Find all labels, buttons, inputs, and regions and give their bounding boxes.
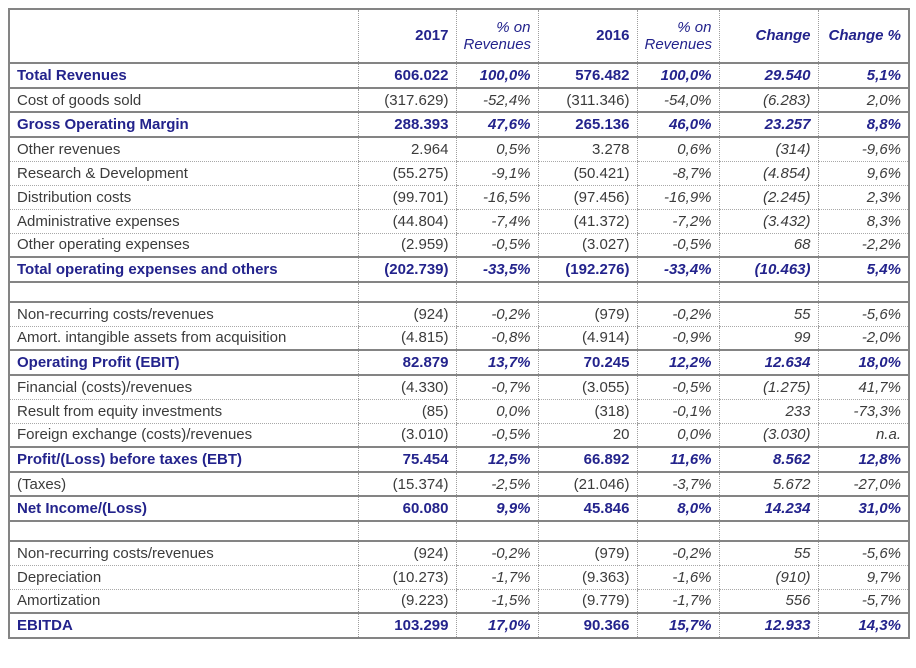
row-label: Distribution costs bbox=[9, 185, 358, 209]
change-pct-value: 2,0% bbox=[818, 88, 909, 112]
row-label: Net Income/(Loss) bbox=[9, 496, 358, 521]
row-label bbox=[9, 521, 358, 541]
table-row bbox=[9, 589, 909, 613]
value-2016: (21.046) bbox=[538, 472, 637, 496]
pct-on-revenues-2017: 12,5% bbox=[456, 447, 538, 472]
pct-on-revenues-2017: -2,5% bbox=[456, 472, 538, 496]
value-2016: (97.456) bbox=[538, 185, 637, 209]
change-pct-value: 5,1% bbox=[818, 63, 909, 88]
value-2017: (924) bbox=[358, 541, 456, 565]
pct-on-revenues-2016: 0,0% bbox=[637, 423, 719, 447]
table-row bbox=[9, 375, 909, 399]
change-value: (1.275) bbox=[719, 375, 818, 399]
value-2017: (44.804) bbox=[358, 209, 456, 233]
pct-on-revenues-2016: -1,6% bbox=[637, 565, 719, 589]
value-2016: (50.421) bbox=[538, 161, 637, 185]
value-2016: 20 bbox=[538, 423, 637, 447]
value-2017: 103.299 bbox=[358, 613, 456, 638]
pct-on-revenues-2017: -0,8% bbox=[456, 326, 538, 350]
value-2016: 45.846 bbox=[538, 496, 637, 521]
pct-on-revenues-2016: -54,0% bbox=[637, 88, 719, 112]
row-label: Profit/(Loss) before taxes (EBT) bbox=[9, 447, 358, 472]
change-value: (2.245) bbox=[719, 185, 818, 209]
row-label: EBITDA bbox=[9, 613, 358, 638]
pct-on-revenues-2016 bbox=[637, 282, 719, 302]
change-value bbox=[719, 282, 818, 302]
pct-on-revenues-2016 bbox=[637, 521, 719, 541]
value-2017: 82.879 bbox=[358, 350, 456, 375]
row-label: (Taxes) bbox=[9, 472, 358, 496]
change-value: 99 bbox=[719, 326, 818, 350]
row-label: Financial (costs)/revenues bbox=[9, 375, 358, 399]
change-value: 23.257 bbox=[719, 112, 818, 137]
table-row bbox=[9, 423, 909, 447]
pct-on-revenues-2016: 46,0% bbox=[637, 112, 719, 137]
pct-on-revenues-2017: -0,2% bbox=[456, 541, 538, 565]
table-row bbox=[9, 565, 909, 589]
pct-on-revenues-2016: -0,5% bbox=[637, 375, 719, 399]
change-pct-value: 41,7% bbox=[818, 375, 909, 399]
change-pct-value: 14,3% bbox=[818, 613, 909, 638]
pct-on-revenues-2016: -7,2% bbox=[637, 209, 719, 233]
pct-on-revenues-2017: 100,0% bbox=[456, 63, 538, 88]
pct-on-revenues-2017: -0,5% bbox=[456, 233, 538, 257]
value-2016 bbox=[538, 282, 637, 302]
change-value: (10.463) bbox=[719, 257, 818, 282]
pct-on-revenues-2017: -7,4% bbox=[456, 209, 538, 233]
pct-on-revenues-2016: 0,6% bbox=[637, 137, 719, 161]
value-2016: (41.372) bbox=[538, 209, 637, 233]
row-label: Non-recurring costs/revenues bbox=[9, 541, 358, 565]
table-row bbox=[9, 302, 909, 326]
change-value: 55 bbox=[719, 302, 818, 326]
value-2017: (317.629) bbox=[358, 88, 456, 112]
pct-on-revenues-2016: 15,7% bbox=[637, 613, 719, 638]
change-value: 12.634 bbox=[719, 350, 818, 375]
pct-on-revenues-2017 bbox=[456, 282, 538, 302]
row-label: Foreign exchange (costs)/revenues bbox=[9, 423, 358, 447]
spacer-row bbox=[9, 282, 909, 302]
pct-on-revenues-2017 bbox=[456, 521, 538, 541]
change-pct-value: 8,3% bbox=[818, 209, 909, 233]
change-pct-value: -73,3% bbox=[818, 399, 909, 423]
change-pct-value: 5,4% bbox=[818, 257, 909, 282]
change-pct-value: -2,0% bbox=[818, 326, 909, 350]
table-row bbox=[9, 257, 909, 282]
header-change-pct: Change % bbox=[818, 9, 909, 63]
pct-on-revenues-2016: -0,2% bbox=[637, 302, 719, 326]
change-value: 14.234 bbox=[719, 496, 818, 521]
table-row bbox=[9, 137, 909, 161]
pct-on-revenues-2017: -9,1% bbox=[456, 161, 538, 185]
table-row bbox=[9, 161, 909, 185]
table-row bbox=[9, 209, 909, 233]
value-2017: (202.739) bbox=[358, 257, 456, 282]
pct-on-revenues-2016: 12,2% bbox=[637, 350, 719, 375]
value-2017: (85) bbox=[358, 399, 456, 423]
value-2016: (4.914) bbox=[538, 326, 637, 350]
value-2016: (318) bbox=[538, 399, 637, 423]
value-2017: 75.454 bbox=[358, 447, 456, 472]
change-value: 556 bbox=[719, 589, 818, 613]
value-2016: 70.245 bbox=[538, 350, 637, 375]
pct-on-revenues-2017: -33,5% bbox=[456, 257, 538, 282]
change-value: 12.933 bbox=[719, 613, 818, 638]
value-2016: (192.276) bbox=[538, 257, 637, 282]
pct-on-revenues-2016: -16,9% bbox=[637, 185, 719, 209]
change-pct-value bbox=[818, 282, 909, 302]
table-row bbox=[9, 472, 909, 496]
pct-on-revenues-2016: -33,4% bbox=[637, 257, 719, 282]
value-2017: (10.273) bbox=[358, 565, 456, 589]
value-2017: (55.275) bbox=[358, 161, 456, 185]
value-2016: (9.779) bbox=[538, 589, 637, 613]
table-row bbox=[9, 541, 909, 565]
pct-on-revenues-2016: -3,7% bbox=[637, 472, 719, 496]
change-pct-value: -27,0% bbox=[818, 472, 909, 496]
change-value: (4.854) bbox=[719, 161, 818, 185]
header-year-2017: 2017 bbox=[358, 9, 456, 63]
pct-on-revenues-2017: 9,9% bbox=[456, 496, 538, 521]
change-pct-value: -9,6% bbox=[818, 137, 909, 161]
value-2017: (15.374) bbox=[358, 472, 456, 496]
value-2016: 3.278 bbox=[538, 137, 637, 161]
row-label: Non-recurring costs/revenues bbox=[9, 302, 358, 326]
pct-on-revenues-2017: 47,6% bbox=[456, 112, 538, 137]
pct-on-revenues-2017: -0,5% bbox=[456, 423, 538, 447]
change-value: (3.432) bbox=[719, 209, 818, 233]
change-pct-value: 18,0% bbox=[818, 350, 909, 375]
value-2017: (9.223) bbox=[358, 589, 456, 613]
row-label: Amortization bbox=[9, 589, 358, 613]
pct-on-revenues-2016: 8,0% bbox=[637, 496, 719, 521]
pct-on-revenues-2017: 13,7% bbox=[456, 350, 538, 375]
change-value bbox=[719, 521, 818, 541]
change-pct-value bbox=[818, 521, 909, 541]
row-label: Result from equity investments bbox=[9, 399, 358, 423]
pct-on-revenues-2017: -52,4% bbox=[456, 88, 538, 112]
row-label: Gross Operating Margin bbox=[9, 112, 358, 137]
table-row bbox=[9, 496, 909, 521]
value-2016: (979) bbox=[538, 541, 637, 565]
table-row bbox=[9, 399, 909, 423]
row-label: Depreciation bbox=[9, 565, 358, 589]
pct-on-revenues-2016: -1,7% bbox=[637, 589, 719, 613]
change-value: (6.283) bbox=[719, 88, 818, 112]
table-header bbox=[9, 9, 909, 63]
pct-on-revenues-2016: 11,6% bbox=[637, 447, 719, 472]
value-2017: (2.959) bbox=[358, 233, 456, 257]
change-pct-value: 9,7% bbox=[818, 565, 909, 589]
pct-on-revenues-2016: -0,2% bbox=[637, 541, 719, 565]
value-2016: 265.136 bbox=[538, 112, 637, 137]
change-value: (910) bbox=[719, 565, 818, 589]
row-label: Total operating expenses and others bbox=[9, 257, 358, 282]
pct-on-revenues-2016: -0,1% bbox=[637, 399, 719, 423]
pct-on-revenues-2016: -0,5% bbox=[637, 233, 719, 257]
table-row bbox=[9, 447, 909, 472]
table-row bbox=[9, 88, 909, 112]
row-label: Total Revenues bbox=[9, 63, 358, 88]
change-pct-value: 31,0% bbox=[818, 496, 909, 521]
value-2016: 576.482 bbox=[538, 63, 637, 88]
income-statement-table bbox=[8, 8, 910, 639]
row-label: Administrative expenses bbox=[9, 209, 358, 233]
value-2017: 288.393 bbox=[358, 112, 456, 137]
table-row bbox=[9, 350, 909, 375]
row-label: Cost of goods sold bbox=[9, 88, 358, 112]
change-pct-value: 12,8% bbox=[818, 447, 909, 472]
change-value: 29.540 bbox=[719, 63, 818, 88]
pct-on-revenues-2016: 100,0% bbox=[637, 63, 719, 88]
value-2016: (9.363) bbox=[538, 565, 637, 589]
value-2017: 606.022 bbox=[358, 63, 456, 88]
row-label bbox=[9, 282, 358, 302]
value-2017: (924) bbox=[358, 302, 456, 326]
spacer-row bbox=[9, 521, 909, 541]
change-pct-value: -5,6% bbox=[818, 541, 909, 565]
value-2017: 60.080 bbox=[358, 496, 456, 521]
row-label: Operating Profit (EBIT) bbox=[9, 350, 358, 375]
row-label: Other operating expenses bbox=[9, 233, 358, 257]
pct-on-revenues-2016: -0,9% bbox=[637, 326, 719, 350]
change-value: 8.562 bbox=[719, 447, 818, 472]
change-value: 233 bbox=[719, 399, 818, 423]
pct-on-revenues-2017: -0,2% bbox=[456, 302, 538, 326]
pct-on-revenues-2017: -0,7% bbox=[456, 375, 538, 399]
change-value: (3.030) bbox=[719, 423, 818, 447]
table-row bbox=[9, 326, 909, 350]
pct-on-revenues-2017: -1,7% bbox=[456, 565, 538, 589]
value-2017: (4.815) bbox=[358, 326, 456, 350]
value-2016: 66.892 bbox=[538, 447, 637, 472]
header-pct-revenues-2017: % on Revenues bbox=[456, 9, 538, 63]
value-2017: (3.010) bbox=[358, 423, 456, 447]
change-pct-value: -2,2% bbox=[818, 233, 909, 257]
change-pct-value: 9,6% bbox=[818, 161, 909, 185]
value-2016: 90.366 bbox=[538, 613, 637, 638]
value-2017: (4.330) bbox=[358, 375, 456, 399]
pct-on-revenues-2017: -16,5% bbox=[456, 185, 538, 209]
header-row bbox=[9, 9, 909, 63]
pct-on-revenues-2017: 0,5% bbox=[456, 137, 538, 161]
table-row bbox=[9, 63, 909, 88]
row-label: Other revenues bbox=[9, 137, 358, 161]
table-row bbox=[9, 185, 909, 209]
change-value: 55 bbox=[719, 541, 818, 565]
value-2016: (3.027) bbox=[538, 233, 637, 257]
value-2017 bbox=[358, 521, 456, 541]
change-value: 5.672 bbox=[719, 472, 818, 496]
header-change: Change bbox=[719, 9, 818, 63]
table-row bbox=[9, 233, 909, 257]
pct-on-revenues-2016: -8,7% bbox=[637, 161, 719, 185]
pct-on-revenues-2017: 0,0% bbox=[456, 399, 538, 423]
row-label: Research & Development bbox=[9, 161, 358, 185]
change-pct-value: n.a. bbox=[818, 423, 909, 447]
value-2016: (979) bbox=[538, 302, 637, 326]
change-value: (314) bbox=[719, 137, 818, 161]
table-row bbox=[9, 112, 909, 137]
value-2016: (3.055) bbox=[538, 375, 637, 399]
change-value: 68 bbox=[719, 233, 818, 257]
change-pct-value: -5,7% bbox=[818, 589, 909, 613]
value-2017: 2.964 bbox=[358, 137, 456, 161]
change-pct-value: -5,6% bbox=[818, 302, 909, 326]
header-year-2016: 2016 bbox=[538, 9, 637, 63]
header-pct-revenues-2016: % on Revenues bbox=[637, 9, 719, 63]
change-pct-value: 2,3% bbox=[818, 185, 909, 209]
header-empty-cell bbox=[9, 9, 358, 63]
pct-on-revenues-2017: -1,5% bbox=[456, 589, 538, 613]
value-2017: (99.701) bbox=[358, 185, 456, 209]
change-pct-value: 8,8% bbox=[818, 112, 909, 137]
value-2016: (311.346) bbox=[538, 88, 637, 112]
income-table-body bbox=[9, 63, 909, 638]
table-row bbox=[9, 613, 909, 638]
row-label: Amort. intangible assets from acquisition bbox=[9, 326, 358, 350]
pct-on-revenues-2017: 17,0% bbox=[456, 613, 538, 638]
value-2017 bbox=[358, 282, 456, 302]
value-2016 bbox=[538, 521, 637, 541]
